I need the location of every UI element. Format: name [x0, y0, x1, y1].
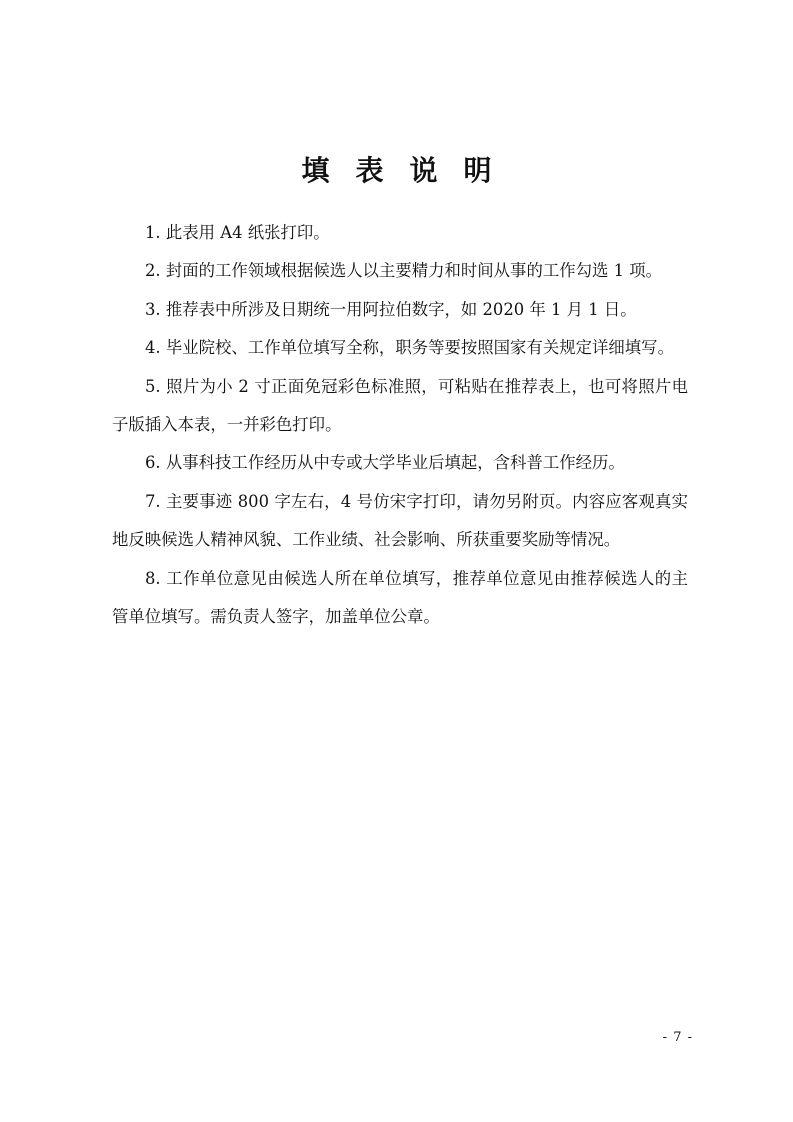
- instruction-item-3: 3. 推荐表中所涉及日期统一用阿拉伯数字，如 2020 年 1 月 1 日。: [145, 299, 637, 319]
- instruction-item-1: 1. 此表用 A4 纸张打印。: [145, 223, 330, 242]
- instruction-item-7: 7. 主要事迹 800 字左右，4 号仿宋字打印，请勿另附页。内容应客观真实地反映候选人精神风貌、工作业绩、社会影响、所获重要奖励等情况。: [112, 491, 688, 550]
- page-number: - 7 -: [662, 1030, 693, 1045]
- instruction-item-5: 5. 照片为小 2 寸正面免冠彩色标准照，可粘贴在推荐表上，也可将照片电子版插入本表，一并彩色打印。: [112, 376, 688, 435]
- document-title: 填表说明: [301, 153, 518, 187]
- instruction-item-4: 4. 毕业院校、工作单位填写全称，职务等要按照国家有关规定详细填写。: [145, 338, 674, 358]
- instruction-item-2: 2. 封面的工作领域根据候选人以主要精力和时间从事的工作勾选 1 项。: [145, 261, 663, 281]
- instruction-item-6: 6. 从事科技工作经历从中专或大学毕业后填起，含科普工作经历。: [145, 453, 625, 473]
- instructions-list: [112, 214, 688, 636]
- instruction-item-8: 8. 工作单位意见由候选人所在单位填写，推荐单位意见由推荐候选人的主管单位填写。需负责人签字，加盖单位公章。: [112, 568, 688, 627]
